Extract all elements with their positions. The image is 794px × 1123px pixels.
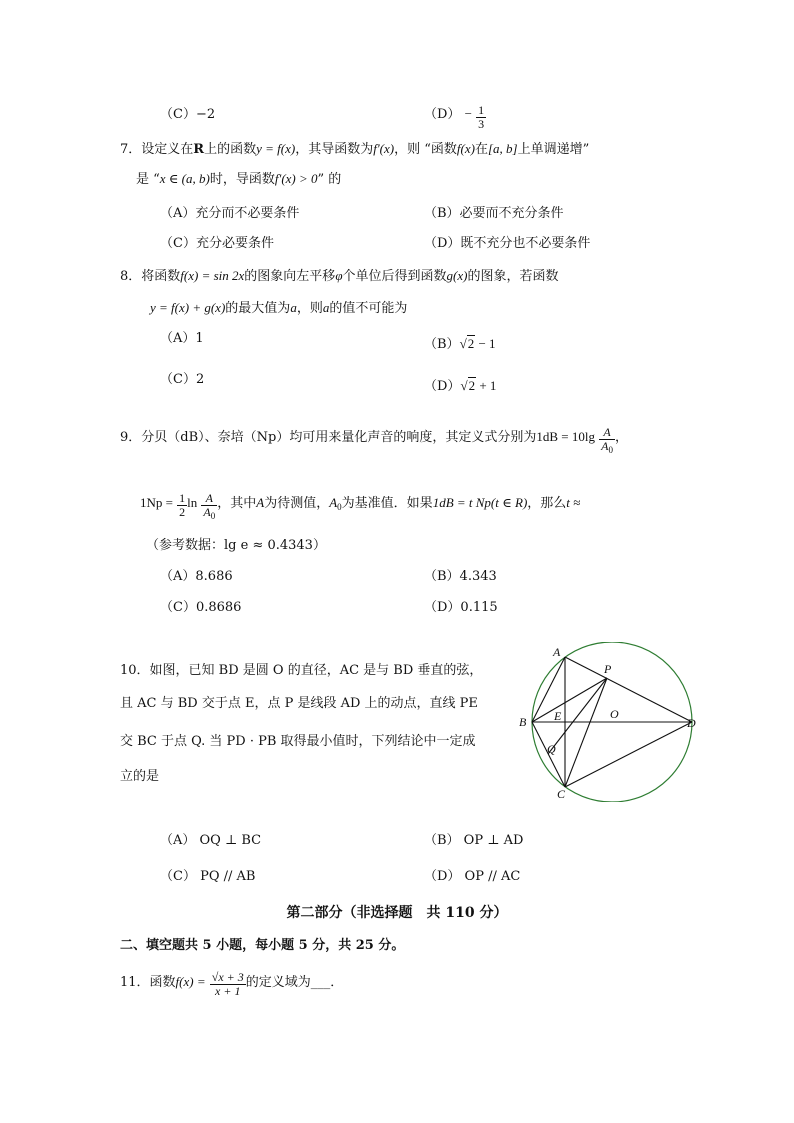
- label-e: E: [554, 709, 562, 723]
- q10-line-3: 交 BC 于点 Q. 当 PD · PB 取得最小值时，下列结论中一定成: [120, 734, 476, 749]
- label-o: O: [610, 707, 619, 721]
- label-p: P: [604, 662, 612, 676]
- q9-line-1: 9．分贝（dB）、奈培（Np）均可用来量化声音的响度，其定义式分别为1dB = 10lg $\frac{A}{A_0}$ ，: [120, 425, 628, 455]
- q9-option-c: （C）0.8686: [160, 600, 242, 615]
- q6-option-d-label: （D）: [424, 107, 461, 122]
- q7-line-2: 是 “x ∈ (a, b)时，导函数f′(x) > 0” 的: [136, 171, 342, 187]
- q6-option-d-sign: −: [464, 106, 472, 121]
- q10-option-c: （C） PQ // AB: [160, 869, 256, 884]
- label-a: A: [553, 645, 561, 659]
- q8-line-1: 8．将函数f(x) = sin 2x的图象向左平移φ个单位后得到函数g(x)的图象，若函数: [120, 268, 559, 284]
- segment-ad: [565, 657, 692, 722]
- q7-option-d: （D）既不充分也不必要条件: [424, 236, 591, 251]
- q10-line-1: 10．如图，已知 BD 是圆 O 的直径，AC 是与 BD 垂直的弦，: [120, 663, 483, 678]
- label-b: B: [519, 715, 527, 729]
- q10-line-4: 立的是: [120, 769, 160, 784]
- label-q: Q: [547, 742, 556, 756]
- q9-option-a: （A）8.686: [160, 569, 233, 584]
- segment-pc: [565, 678, 607, 787]
- q9-option-b: （B）4.343: [424, 569, 497, 584]
- q11-line: 11．函数f(x) = $\frac{√x + 3}{x + 1}$ 的定义域为___．: [120, 970, 344, 998]
- q10-geometry-figure: [515, 642, 705, 802]
- q10-option-d: （D） OP // AC: [424, 869, 521, 884]
- part-two-title: 第二部分（非选择题 共 110 分）: [286, 905, 508, 921]
- section-fill-in-blank-heading: 二、填空题共 5 小题，每小题 5 分，共 25 分。: [120, 938, 405, 953]
- q8-option-d: （D）√2 + 1: [424, 378, 497, 394]
- q7-option-b: （B）必要而不充分条件: [424, 206, 564, 221]
- q10-option-a: （A） OQ ⊥ BC: [160, 833, 262, 848]
- q8-option-b: （B）√2 − 1: [424, 336, 496, 352]
- q6-option-d: [424, 104, 486, 131]
- q8-line-2: y = f(x) + g(x)的最大值为a，则a的值不可能为: [150, 300, 408, 316]
- segment-cd: [565, 722, 692, 787]
- q10-line-2: 且 AC 与 BD 交于点 E，点 P 是线段 AD 上的动点，直线 PE: [120, 696, 478, 711]
- q8-option-c: （C）2: [160, 372, 205, 387]
- q7-line-1: 7．设定义在R上的函数y = f(x)，其导函数为f′(x)，则 “函数f(x)在[a, b]上单调递增”: [120, 141, 590, 157]
- q9-reference: （参考数据：lg e ≈ 0.4343）: [146, 538, 326, 553]
- q7-option-a: （A）充分而不必要条件: [160, 206, 300, 221]
- q6-option-d-fraction: $\frac{1}{3}$: [478, 103, 485, 131]
- q10-option-b: （B） OP ⊥ AD: [424, 833, 524, 848]
- q7-option-c: （C）充分必要条件: [160, 236, 274, 251]
- label-c: C: [557, 787, 566, 801]
- q9-option-d: （D）0.115: [424, 600, 498, 615]
- label-d: D: [687, 716, 696, 730]
- q8-option-a: （A）1: [160, 331, 204, 346]
- q6-option-c: （C）−2: [160, 107, 216, 122]
- q9-line-2: 1Np = $\frac{1}{2}$ ln $\frac{A}{A_0}$ ，其中A为待测值，$A_0$为基准值．如果1dB = t Np(t ∈ R)，那么t ≈: [140, 491, 581, 521]
